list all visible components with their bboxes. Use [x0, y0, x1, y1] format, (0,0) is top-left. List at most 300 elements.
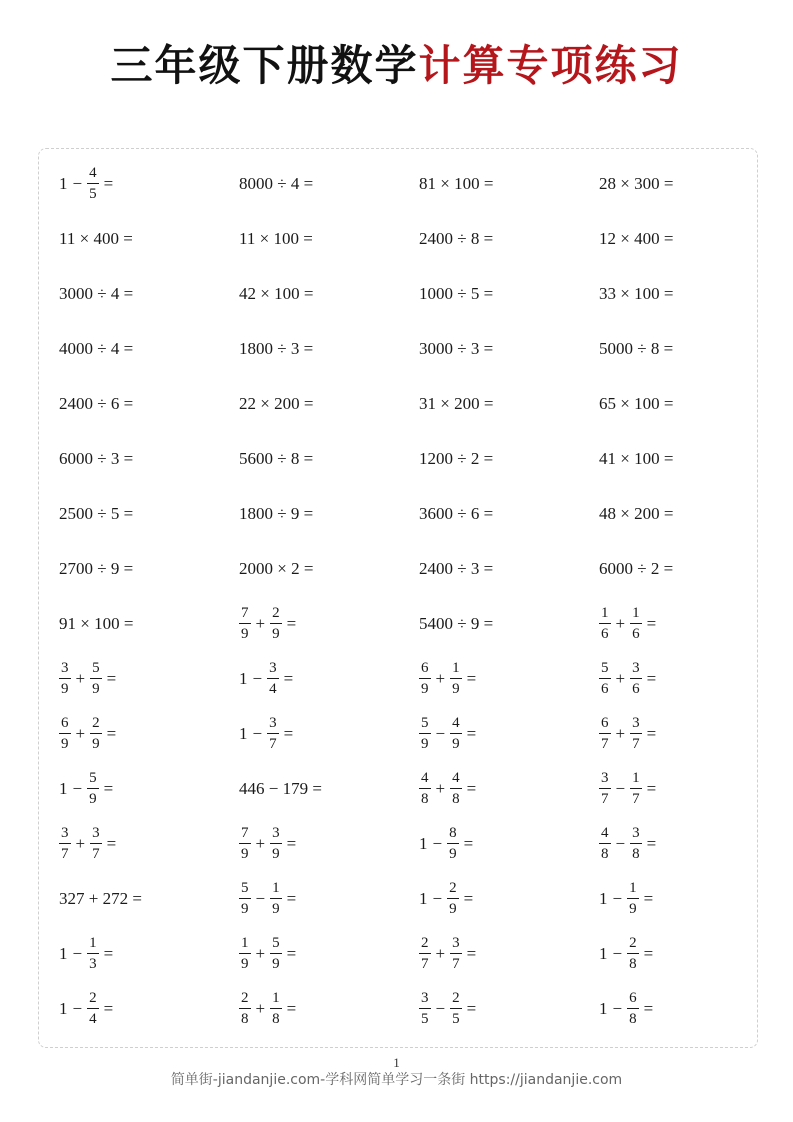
problem-text: 8000 ÷ 4 =: [239, 173, 314, 193]
fraction-numerator: 3: [599, 768, 611, 789]
problem-item: [59, 926, 239, 981]
fraction-numerator: 3: [59, 658, 71, 679]
problem-item: [419, 816, 599, 871]
fraction-denominator: 6: [601, 681, 609, 697]
fraction-numerator: 1: [599, 603, 611, 624]
problem-item: [419, 706, 599, 761]
fraction-numerator: 6: [59, 713, 71, 734]
problem-item: [59, 816, 239, 871]
fraction: [450, 658, 462, 699]
operator: −: [612, 888, 623, 908]
operator: +: [615, 613, 626, 633]
whole-number: 1: [599, 888, 608, 908]
fraction-denominator: 8: [629, 956, 637, 972]
fraction: [267, 658, 279, 699]
problem-item: [419, 541, 599, 596]
fraction: [630, 658, 642, 699]
operator: −: [612, 943, 623, 963]
problem-item: [599, 981, 759, 1036]
fraction-numerator: 1: [239, 933, 251, 954]
fraction-numerator: 6: [419, 658, 431, 679]
problem-text: 1200 ÷ 2 =: [419, 448, 494, 468]
whole-number: 1: [599, 998, 608, 1018]
fraction: [270, 878, 282, 919]
fraction: [630, 713, 642, 754]
equals-sign: =: [286, 998, 297, 1018]
operator: +: [255, 613, 266, 633]
problem-item: [59, 211, 239, 266]
fraction-denominator: 8: [629, 1011, 637, 1027]
whole-number: 1: [59, 998, 68, 1018]
problem-text: 5000 ÷ 8 =: [599, 338, 674, 358]
problem-item: [599, 431, 759, 486]
fraction: [59, 658, 71, 699]
operator: −: [252, 723, 263, 743]
fraction-denominator: 7: [601, 791, 609, 807]
fraction: [630, 768, 642, 809]
problem-text: 6000 ÷ 2 =: [599, 558, 674, 578]
fraction-numerator: 1: [270, 878, 282, 899]
problem-text: 12 × 400 =: [599, 228, 674, 248]
problem-text: 4000 ÷ 4 =: [59, 338, 134, 358]
fraction-numerator: 2: [419, 933, 431, 954]
fraction-numerator: 3: [267, 658, 279, 679]
equals-sign: =: [463, 833, 474, 853]
equals-sign: =: [463, 888, 474, 908]
fraction: [599, 658, 611, 699]
fraction-numerator: 2: [627, 933, 639, 954]
fraction-denominator: 6: [601, 626, 609, 642]
problem-item: [599, 816, 759, 871]
fraction-numerator: 5: [239, 878, 251, 899]
equals-sign: =: [103, 998, 114, 1018]
fraction-numerator: 7: [239, 603, 251, 624]
fraction-denominator: 3: [89, 956, 97, 972]
operator: +: [75, 833, 86, 853]
whole-number: 1: [59, 943, 68, 963]
fraction: [239, 933, 251, 974]
problem-item: [419, 266, 599, 321]
problem-item: [419, 871, 599, 926]
operator: −: [72, 943, 83, 963]
fraction-denominator: 9: [241, 846, 249, 862]
whole-number: 1: [419, 888, 428, 908]
fraction-denominator: 9: [452, 681, 460, 697]
problem-item: [419, 761, 599, 816]
problem-item: [59, 541, 239, 596]
fraction-denominator: 6: [632, 681, 640, 697]
fraction-numerator: 4: [450, 768, 462, 789]
operator: −: [432, 888, 443, 908]
problem-item: [239, 761, 419, 816]
fraction-denominator: 7: [601, 736, 609, 752]
problem-item: [239, 321, 419, 376]
problem-text: 11 × 400 =: [59, 228, 133, 248]
fraction: [447, 823, 459, 864]
problem-item: [59, 321, 239, 376]
problem-item: [59, 156, 239, 211]
fraction: [627, 878, 639, 919]
equals-sign: =: [286, 888, 297, 908]
problem-item: [599, 156, 759, 211]
problem-text: 2500 ÷ 5 =: [59, 503, 134, 523]
fraction: [59, 823, 71, 864]
fraction-denominator: 4: [269, 681, 277, 697]
problem-text: 327 + 272 =: [59, 888, 142, 908]
fraction-numerator: 3: [90, 823, 102, 844]
problem-text: 2000 × 2 =: [239, 558, 314, 578]
problem-item: [239, 266, 419, 321]
fraction: [599, 603, 611, 644]
fraction-denominator: 9: [449, 901, 457, 917]
problem-item: [599, 761, 759, 816]
fraction-numerator: 5: [270, 933, 282, 954]
fraction-denominator: 8: [452, 791, 460, 807]
fraction: [59, 713, 71, 754]
fraction-numerator: 5: [87, 768, 99, 789]
problem-item: [599, 926, 759, 981]
problem-text: 6000 ÷ 3 =: [59, 448, 134, 468]
fraction-numerator: 4: [599, 823, 611, 844]
problem-item: [59, 761, 239, 816]
equals-sign: =: [646, 668, 657, 688]
problem-item: [419, 321, 599, 376]
fraction-numerator: 7: [239, 823, 251, 844]
fraction: [90, 658, 102, 699]
fraction: [627, 933, 639, 974]
title-part-black: 三年级下册数学: [110, 41, 419, 90]
fraction-numerator: 1: [87, 933, 99, 954]
fraction: [419, 988, 431, 1029]
problem-item: [59, 486, 239, 541]
fraction-denominator: 9: [272, 901, 280, 917]
problem-item: [59, 376, 239, 431]
fraction: [630, 823, 642, 864]
fraction-denominator: 8: [632, 846, 640, 862]
fraction: [239, 988, 251, 1029]
fraction-numerator: 5: [419, 713, 431, 734]
operator: +: [75, 668, 86, 688]
problem-item: [599, 706, 759, 761]
problem-grid: [59, 156, 759, 1036]
title-part-red: 计算专项练习: [418, 41, 683, 90]
problem-text: 33 × 100 =: [599, 283, 674, 303]
problem-item: [239, 156, 419, 211]
fraction-denominator: 8: [272, 1011, 280, 1027]
fraction-denominator: 9: [61, 736, 69, 752]
fraction-denominator: 9: [629, 901, 637, 917]
fraction: [630, 603, 642, 644]
fraction-numerator: 3: [630, 658, 642, 679]
equals-sign: =: [643, 888, 654, 908]
problem-item: [599, 321, 759, 376]
fraction-denominator: 9: [89, 791, 97, 807]
equals-sign: =: [286, 943, 297, 963]
operator: +: [75, 723, 86, 743]
fraction-numerator: 3: [267, 713, 279, 734]
fraction-denominator: 9: [92, 681, 100, 697]
whole-number: 1: [419, 833, 428, 853]
fraction-denominator: 9: [241, 626, 249, 642]
whole-number: 1: [239, 723, 248, 743]
problem-text: 65 × 100 =: [599, 393, 674, 413]
equals-sign: =: [106, 833, 117, 853]
problem-text: 2400 ÷ 3 =: [419, 558, 494, 578]
problem-item: [239, 981, 419, 1036]
problem-item: [239, 816, 419, 871]
operator: −: [435, 723, 446, 743]
fraction-denominator: 9: [241, 901, 249, 917]
fraction: [87, 768, 99, 809]
equals-sign: =: [286, 833, 297, 853]
fraction-denominator: 8: [241, 1011, 249, 1027]
fraction: [447, 878, 459, 919]
page-title: [0, 36, 793, 96]
problem-item: [419, 926, 599, 981]
operator: −: [72, 998, 83, 1018]
fraction: [627, 988, 639, 1029]
fraction-denominator: 9: [272, 956, 280, 972]
fraction-numerator: 1: [627, 878, 639, 899]
fraction-denominator: 9: [449, 846, 457, 862]
problem-item: [599, 211, 759, 266]
operator: −: [255, 888, 266, 908]
problem-text: 31 × 200 =: [419, 393, 494, 413]
fraction-denominator: 7: [61, 846, 69, 862]
equals-sign: =: [466, 723, 477, 743]
problem-item: [239, 211, 419, 266]
exercise-box: [38, 148, 758, 1048]
fraction-numerator: 4: [419, 768, 431, 789]
problem-item: [419, 651, 599, 706]
fraction-denominator: 7: [421, 956, 429, 972]
problem-item: [239, 871, 419, 926]
problem-item: [59, 981, 239, 1036]
fraction: [270, 823, 282, 864]
fraction: [419, 713, 431, 754]
problem-item: [599, 651, 759, 706]
fraction-denominator: 9: [272, 846, 280, 862]
problem-item: [239, 596, 419, 651]
operator: −: [72, 778, 83, 798]
problem-item: [599, 376, 759, 431]
operator: +: [435, 778, 446, 798]
operator: −: [432, 833, 443, 853]
fraction-denominator: 7: [632, 736, 640, 752]
equals-sign: =: [286, 613, 297, 633]
operator: −: [72, 173, 83, 193]
problem-item: [419, 981, 599, 1036]
fraction: [87, 163, 99, 204]
fraction-numerator: 1: [630, 768, 642, 789]
fraction-numerator: 2: [450, 988, 462, 1009]
fraction-numerator: 3: [419, 988, 431, 1009]
equals-sign: =: [466, 943, 477, 963]
problem-item: [239, 926, 419, 981]
fraction: [450, 713, 462, 754]
fraction-numerator: 3: [270, 823, 282, 844]
operator: +: [255, 943, 266, 963]
problem-item: [419, 486, 599, 541]
fraction-numerator: 8: [447, 823, 459, 844]
problem-item: [599, 266, 759, 321]
problem-text: 41 × 100 =: [599, 448, 674, 468]
equals-sign: =: [646, 613, 657, 633]
problem-item: [239, 376, 419, 431]
fraction-denominator: 7: [92, 846, 100, 862]
equals-sign: =: [466, 668, 477, 688]
fraction: [87, 933, 99, 974]
fraction: [599, 823, 611, 864]
problem-text: 3000 ÷ 3 =: [419, 338, 494, 358]
problem-text: 1800 ÷ 3 =: [239, 338, 314, 358]
problem-item: [239, 486, 419, 541]
problem-item: [419, 596, 599, 651]
fraction-denominator: 5: [421, 1011, 429, 1027]
fraction-denominator: 9: [421, 736, 429, 752]
operator: −: [615, 833, 626, 853]
fraction-numerator: 2: [447, 878, 459, 899]
problem-item: [239, 651, 419, 706]
equals-sign: =: [643, 998, 654, 1018]
problem-text: 2400 ÷ 6 =: [59, 393, 134, 413]
fraction-denominator: 7: [452, 956, 460, 972]
fraction-numerator: 2: [87, 988, 99, 1009]
fraction-numerator: 3: [59, 823, 71, 844]
fraction-numerator: 1: [270, 988, 282, 1009]
fraction: [450, 768, 462, 809]
fraction-denominator: 9: [92, 736, 100, 752]
problem-text: 1000 ÷ 5 =: [419, 283, 494, 303]
fraction: [599, 768, 611, 809]
fraction-denominator: 8: [421, 791, 429, 807]
fraction: [270, 603, 282, 644]
footer-watermark: 简单街-jiandanjie.com-学科网简单学习一条街 https://jiandanjie.com: [170, 1072, 623, 1088]
fraction-numerator: 4: [87, 163, 99, 184]
fraction: [87, 988, 99, 1029]
operator: −: [615, 778, 626, 798]
fraction: [599, 713, 611, 754]
fraction-numerator: 4: [450, 713, 462, 734]
problem-text: 48 × 200 =: [599, 503, 674, 523]
problem-item: [599, 871, 759, 926]
fraction-numerator: 2: [239, 988, 251, 1009]
fraction-denominator: 8: [601, 846, 609, 862]
fraction: [90, 823, 102, 864]
fraction-denominator: 7: [632, 791, 640, 807]
fraction-numerator: 3: [630, 713, 642, 734]
fraction-denominator: 9: [452, 736, 460, 752]
equals-sign: =: [643, 943, 654, 963]
equals-sign: =: [283, 723, 294, 743]
operator: +: [255, 833, 266, 853]
fraction-denominator: 5: [452, 1011, 460, 1027]
equals-sign: =: [646, 778, 657, 798]
fraction-numerator: 5: [599, 658, 611, 679]
fraction: [270, 933, 282, 974]
equals-sign: =: [466, 778, 477, 798]
fraction: [90, 713, 102, 754]
problem-item: [419, 156, 599, 211]
fraction-numerator: 6: [599, 713, 611, 734]
fraction: [270, 988, 282, 1029]
fraction-denominator: 9: [272, 626, 280, 642]
fraction-numerator: 3: [630, 823, 642, 844]
problem-text: 2700 ÷ 9 =: [59, 558, 134, 578]
fraction-denominator: 9: [241, 956, 249, 972]
problem-text: 5400 ÷ 9 =: [419, 613, 494, 633]
problem-text: 3600 ÷ 6 =: [419, 503, 494, 523]
fraction-denominator: 6: [632, 626, 640, 642]
fraction: [419, 658, 431, 699]
fraction: [419, 933, 431, 974]
problem-text: 2400 ÷ 8 =: [419, 228, 494, 248]
problem-text: 22 × 200 =: [239, 393, 314, 413]
problem-item: [59, 431, 239, 486]
problem-item: [59, 871, 239, 926]
whole-number: 1: [599, 943, 608, 963]
problem-text: 446 − 179 =: [239, 778, 322, 798]
problem-text: 3000 ÷ 4 =: [59, 283, 134, 303]
page-number: 1: [393, 1055, 400, 1070]
fraction: [267, 713, 279, 754]
fraction-numerator: 2: [270, 603, 282, 624]
problem-item: [599, 541, 759, 596]
fraction-denominator: 4: [89, 1011, 97, 1027]
operator: +: [435, 943, 446, 963]
problem-item: [59, 596, 239, 651]
problem-item: [239, 541, 419, 596]
fraction-numerator: 2: [90, 713, 102, 734]
equals-sign: =: [466, 998, 477, 1018]
problem-item: [59, 266, 239, 321]
problem-item: [599, 486, 759, 541]
operator: −: [612, 998, 623, 1018]
operator: +: [435, 668, 446, 688]
problem-item: [419, 211, 599, 266]
problem-text: 81 × 100 =: [419, 173, 494, 193]
problem-text: 42 × 100 =: [239, 283, 314, 303]
operator: +: [255, 998, 266, 1018]
fraction-numerator: 5: [90, 658, 102, 679]
operator: −: [435, 998, 446, 1018]
problem-text: 5600 ÷ 8 =: [239, 448, 314, 468]
equals-sign: =: [283, 668, 294, 688]
whole-number: 1: [59, 173, 68, 193]
problem-text: 1800 ÷ 9 =: [239, 503, 314, 523]
problem-text: 11 × 100 =: [239, 228, 313, 248]
problem-item: [59, 651, 239, 706]
problem-item: [419, 376, 599, 431]
equals-sign: =: [106, 723, 117, 743]
equals-sign: =: [103, 173, 114, 193]
whole-number: 1: [239, 668, 248, 688]
problem-item: [599, 596, 759, 651]
fraction-denominator: 5: [89, 186, 97, 202]
operator: +: [615, 723, 626, 743]
equals-sign: =: [106, 668, 117, 688]
fraction-numerator: 1: [450, 658, 462, 679]
equals-sign: =: [646, 833, 657, 853]
fraction-numerator: 6: [627, 988, 639, 1009]
fraction-denominator: 7: [269, 736, 277, 752]
fraction: [239, 878, 251, 919]
fraction-numerator: 1: [630, 603, 642, 624]
problem-text: 28 × 300 =: [599, 173, 674, 193]
fraction-denominator: 9: [61, 681, 69, 697]
problem-item: [59, 706, 239, 761]
fraction-numerator: 3: [450, 933, 462, 954]
